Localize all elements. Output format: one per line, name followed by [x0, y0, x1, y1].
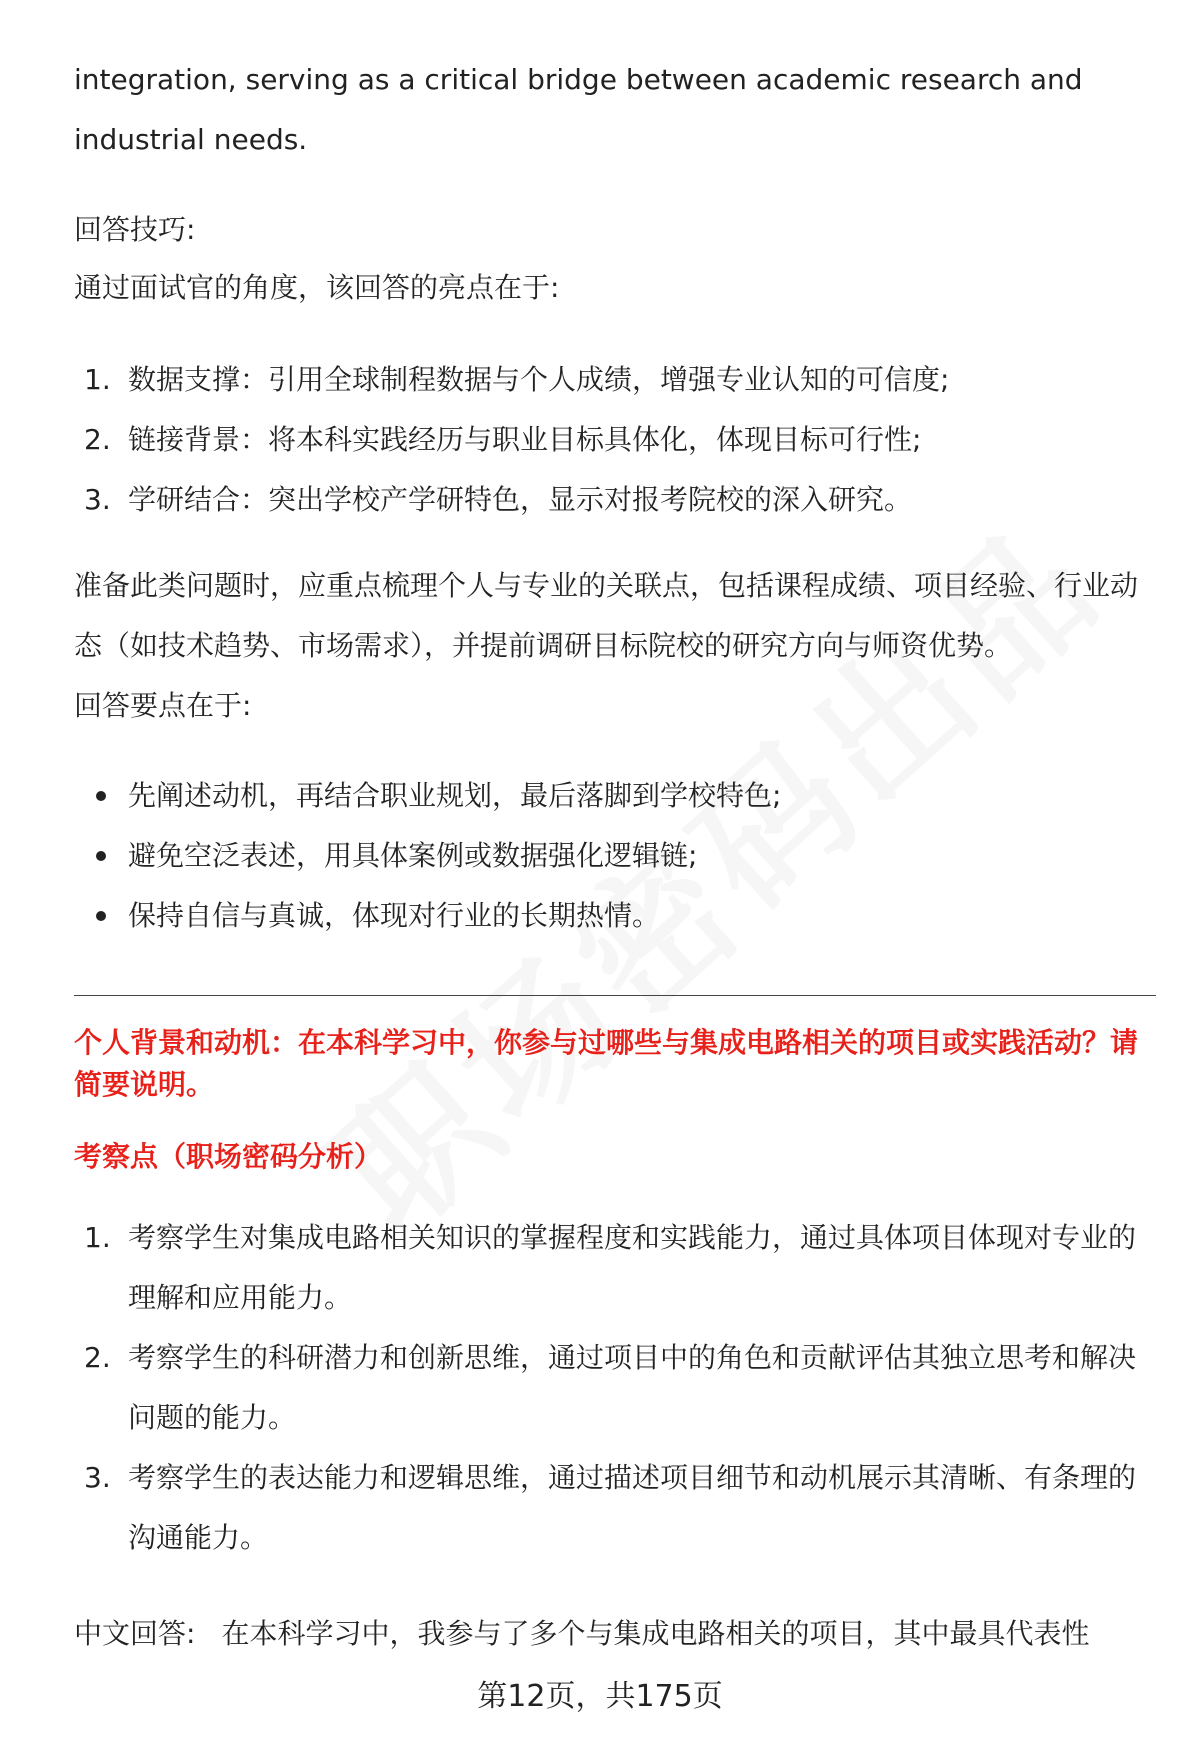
list-number: 3.: [84, 483, 111, 516]
page-footer: [0, 1672, 1200, 1722]
tips-list: [74, 350, 1156, 530]
section-divider: [74, 995, 1156, 996]
list-item-text: 学研结合：突出学校产学研特色，显示对报考院校的深入研究。: [128, 483, 913, 516]
points-label: 回答要点在于:: [74, 689, 252, 722]
list-item: [74, 1208, 1156, 1328]
list-item: [74, 1448, 1156, 1568]
bullet-icon: [96, 851, 106, 861]
answer-label: 中文回答:: [74, 1617, 196, 1650]
exam-points-list: [74, 1208, 1156, 1568]
bullet-item: [74, 766, 1156, 826]
bullet-text: 避免空泛表述，用具体案例或数据强化逻辑链;: [128, 839, 698, 872]
list-number: 1.: [84, 1221, 111, 1254]
list-item-text: 考察学生的科研潜力和创新思维，通过项目中的角色和贡献评估其独立思考和解决问题的能力。: [128, 1341, 1137, 1434]
list-item: [74, 1328, 1156, 1448]
list-number: 2.: [84, 423, 111, 456]
list-item-text: 考察学生的表达能力和逻辑思维，通过描述项目细节和动机展示其清晰、有条理的沟通能力。: [128, 1461, 1137, 1554]
exam-points-heading: 考察点（职场密码分析）: [74, 1140, 383, 1173]
tips-label: 回答技巧:: [74, 213, 196, 246]
chinese-answer-line: [74, 1604, 1156, 1664]
list-item-text: 数据支撑：引用全球制程数据与个人成绩，增强专业认知的可信度;: [128, 363, 950, 396]
intro-english-paragraph: integration, serving as a critical bridge between academic research and industrial needs.: [74, 63, 1083, 156]
list-item: [74, 350, 1156, 410]
preparation-paragraph: 准备此类问题时，应重点梳理个人与专业的关联点，包括课程成绩、项目经验、行业动态（如技术趋势、市场需求），并提前调研目标院校的研究方向与师资优势。: [74, 569, 1139, 662]
bullet-icon: [96, 791, 106, 801]
points-bullet-list: [74, 766, 1156, 946]
list-item-text: 考察学生对集成电路相关知识的掌握程度和实践能力，通过具体项目体现对专业的理解和应用能力。: [128, 1221, 1137, 1314]
question-heading: 个人背景和动机：在本科学习中，你参与过哪些与集成电路相关的项目或实践活动？请简要说明。: [74, 1026, 1139, 1101]
bullet-text: 先阐述动机，再结合职业规划，最后落脚到学校特色;: [128, 779, 782, 812]
list-number: 2.: [84, 1341, 111, 1374]
page-number: 第12页，共175页: [477, 1679, 723, 1714]
bullet-text: 保持自信与真诚，体现对行业的长期热情。: [128, 899, 661, 932]
list-item-text: 链接背景：将本科实践经历与职业目标具体化，体现目标可行性;: [128, 423, 922, 456]
bullet-icon: [96, 911, 106, 921]
list-item: [74, 470, 1156, 530]
list-number: 3.: [84, 1461, 111, 1494]
bullet-item: [74, 886, 1156, 946]
list-item: [74, 410, 1156, 470]
list-number: 1.: [84, 363, 111, 396]
answer-text: 在本科学习中，我参与了多个与集成电路相关的项目，其中最具代表性: [221, 1617, 1090, 1650]
tips-intro: 通过面试官的角度，该回答的亮点在于:: [74, 271, 560, 304]
bullet-item: [74, 826, 1156, 886]
